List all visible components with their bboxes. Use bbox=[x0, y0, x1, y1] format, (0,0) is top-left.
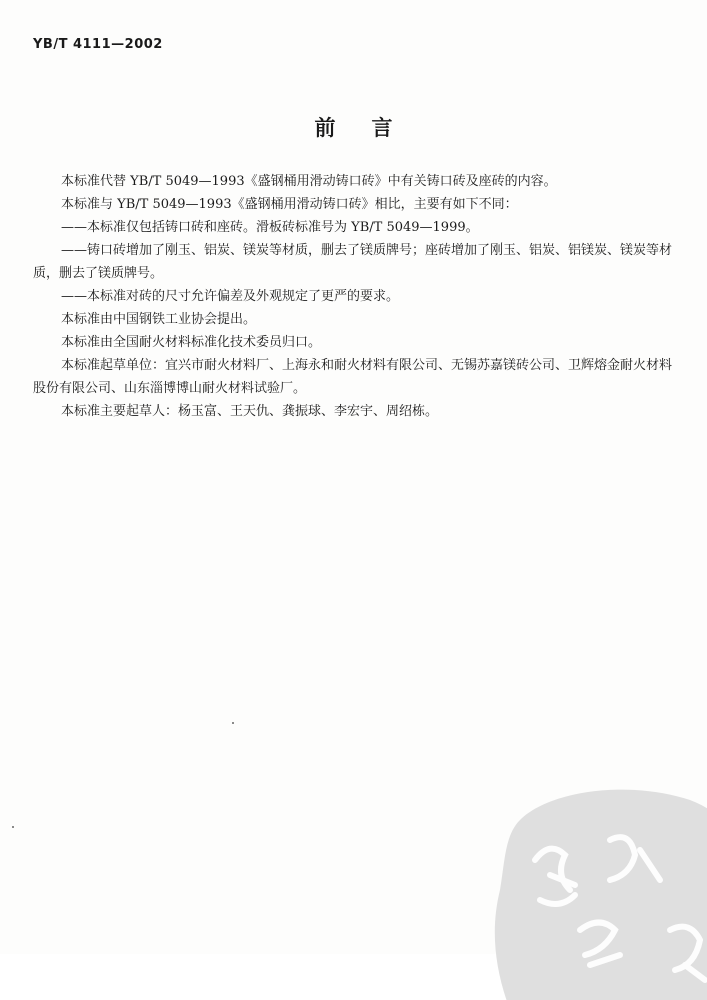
preface-body bbox=[33, 170, 683, 423]
standard-code: YB/T 4111—2002 bbox=[33, 37, 163, 52]
paragraph-6: 本标准由中国钢铁工业协会提出。 bbox=[61, 312, 257, 327]
scan-speck bbox=[232, 722, 234, 724]
paragraph-9: 本标准主要起草人：杨玉富、王天仇、龚振球、李宏宇、周绍栋。 bbox=[61, 404, 439, 419]
paragraph-1: 本标准代替 YB/T 5049—1993《盛钢桶用滑动铸口砖》中有关铸口砖及座砖的内容。 bbox=[61, 174, 557, 189]
page-title: 前言 bbox=[314, 116, 429, 140]
scan-speck bbox=[12, 826, 14, 828]
watermark-seal-icon bbox=[490, 780, 707, 1000]
paragraph-5: ——本标准对砖的尺寸允许偏差及外观规定了更严的要求。 bbox=[61, 289, 400, 304]
paragraph-3: ——本标准仅包括铸口砖和座砖。滑板砖标准号为 YB/T 5049—1999。 bbox=[61, 220, 479, 235]
paragraph-2: 本标准与 YB/T 5049—1993《盛钢桶用滑动铸口砖》相比，主要有如下不同： bbox=[61, 197, 518, 212]
paragraph-8: 本标准起草单位：宜兴市耐火材料厂、上海永和耐火材料有限公司、无锡苏嘉镁砖公司、卫辉熔金耐火材料股份有限公司、山东淄博博山耐火材料试验厂。 bbox=[33, 358, 673, 396]
paragraph-4: ——铸口砖增加了刚玉、铝炭、镁炭等材质，删去了镁质牌号；座砖增加了刚玉、铝炭、铝镁炭、镁炭等材质，删去了镁质牌号。 bbox=[33, 243, 673, 281]
paragraph-7: 本标准由全国耐火材料标准化技术委员归口。 bbox=[61, 335, 322, 350]
